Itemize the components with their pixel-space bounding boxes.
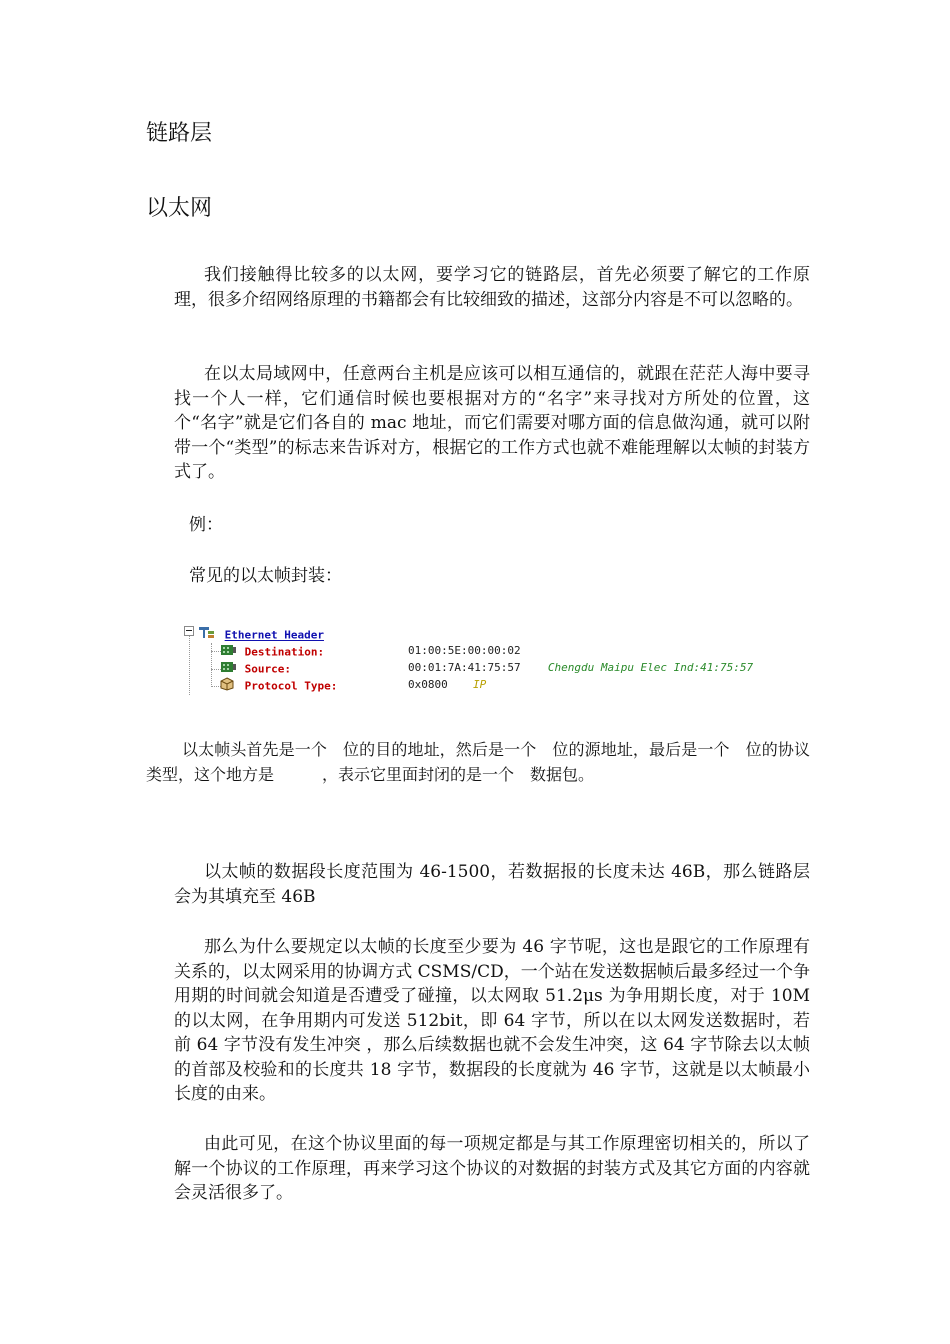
protocol-type-label: Protocol Type: <box>244 679 338 693</box>
source-value-row <box>408 660 753 676</box>
protocol-cube-icon <box>220 677 238 696</box>
ethernet-header-label: Ethernet Header <box>224 628 324 642</box>
destination-value-row <box>408 643 521 659</box>
protocol-tree-icon <box>198 626 218 645</box>
tree-guide-line <box>189 635 190 695</box>
collapse-toggle-icon[interactable] <box>184 626 194 636</box>
destination-value: 01:00:5E:00:00:02 <box>408 644 521 657</box>
tree-field-row[interactable] <box>220 660 291 676</box>
destination-label: Destination: <box>244 645 325 659</box>
source-vendor: Chengdu Maipu Elec Ind:41:75:57 <box>547 661 754 674</box>
paragraph-conclusion: 由此可见，在这个协议里面的每一项规定都是与其工作原理密切相关的，所以了解一个协议的工作原理，再来学习这个协议的对数据的封装方式及其它方面的内容就会灵活很多了。 <box>174 1134 810 1203</box>
paragraph-frame-header: 以太帧头首先是一个 位的目的地址，然后是一个 位的源地址，最后是一个 位的协议类型，这个地方是 ，表示它里面封闭的是一个 数据包。 <box>146 740 810 784</box>
example-label: 例： <box>189 515 223 535</box>
tree-field-row[interactable] <box>220 677 337 693</box>
source-label: Source: <box>244 662 291 676</box>
common-encapsulation-label: 常见的以太帧封装： <box>189 566 342 586</box>
protocol-value-row <box>408 677 486 693</box>
source-value: 00:01:7A:41:75:57 <box>408 661 521 674</box>
paragraph-intro: 我们接触得比较多的以太网，要学习它的链路层，首先必须要了解它的工作原理，很多介绍网络原理的书籍都会有比较细致的描述，这部分内容是不可以忽略的。 <box>174 265 810 310</box>
tree-field-row[interactable] <box>220 643 324 659</box>
paragraph-min-length-reason: 那么为什么要规定以太帧的长度至少要为 46 字节呢，这也是跟它的工作原理有关系的，以太网采用的协调方式 CSMS/CD，一个站在发送数据帧后最多经过一个争用期的时间就会知道是否遭受了碰撞，以太网取 51.2μs 为争用期长度，对于 10M 的以太网，在争用期内可发送 512bit，即 64 字节，所以在以太网发送数据时，若前 64 字节没有发生冲突 ，那么后续数据也就不会发生冲突，这 64 字节除去以太帧的首部及校验和的长度共 18 字节，数据段的长度就为 46 字节，这就是以太帧最小长度的由来。 <box>174 937 810 1104</box>
section-heading-ethernet: 以太网 <box>146 196 213 221</box>
tree-header-row[interactable] <box>198 626 324 642</box>
protocol-type-value: 0x0800 <box>408 678 448 691</box>
tree-guide-line <box>211 643 212 687</box>
packet-decode-tree <box>184 617 804 697</box>
paragraph-data-length: 以太帧的数据段长度范围为 46-1500，若数据报的长度未达 46B，那么链路层会为其填充至 46B <box>174 862 810 907</box>
section-heading-link-layer: 链路层 <box>146 121 213 146</box>
paragraph-lan: 在以太局域网中，任意两台主机是应该可以相互通信的，就跟在茫茫人海中要寻找一个人一样，它们通信时候也要根据对方的“名字”来寻找对方所处的位置，这个“名字”就是它们各自的 mac 地址，而它们需要对哪方面的信息做沟通，就可以附带一个“类型”的标志来告诉对方，根据它的工作方式也就不难能理解以太帧的封装方式了。 <box>174 364 810 482</box>
protocol-type-name: IP <box>473 678 487 691</box>
